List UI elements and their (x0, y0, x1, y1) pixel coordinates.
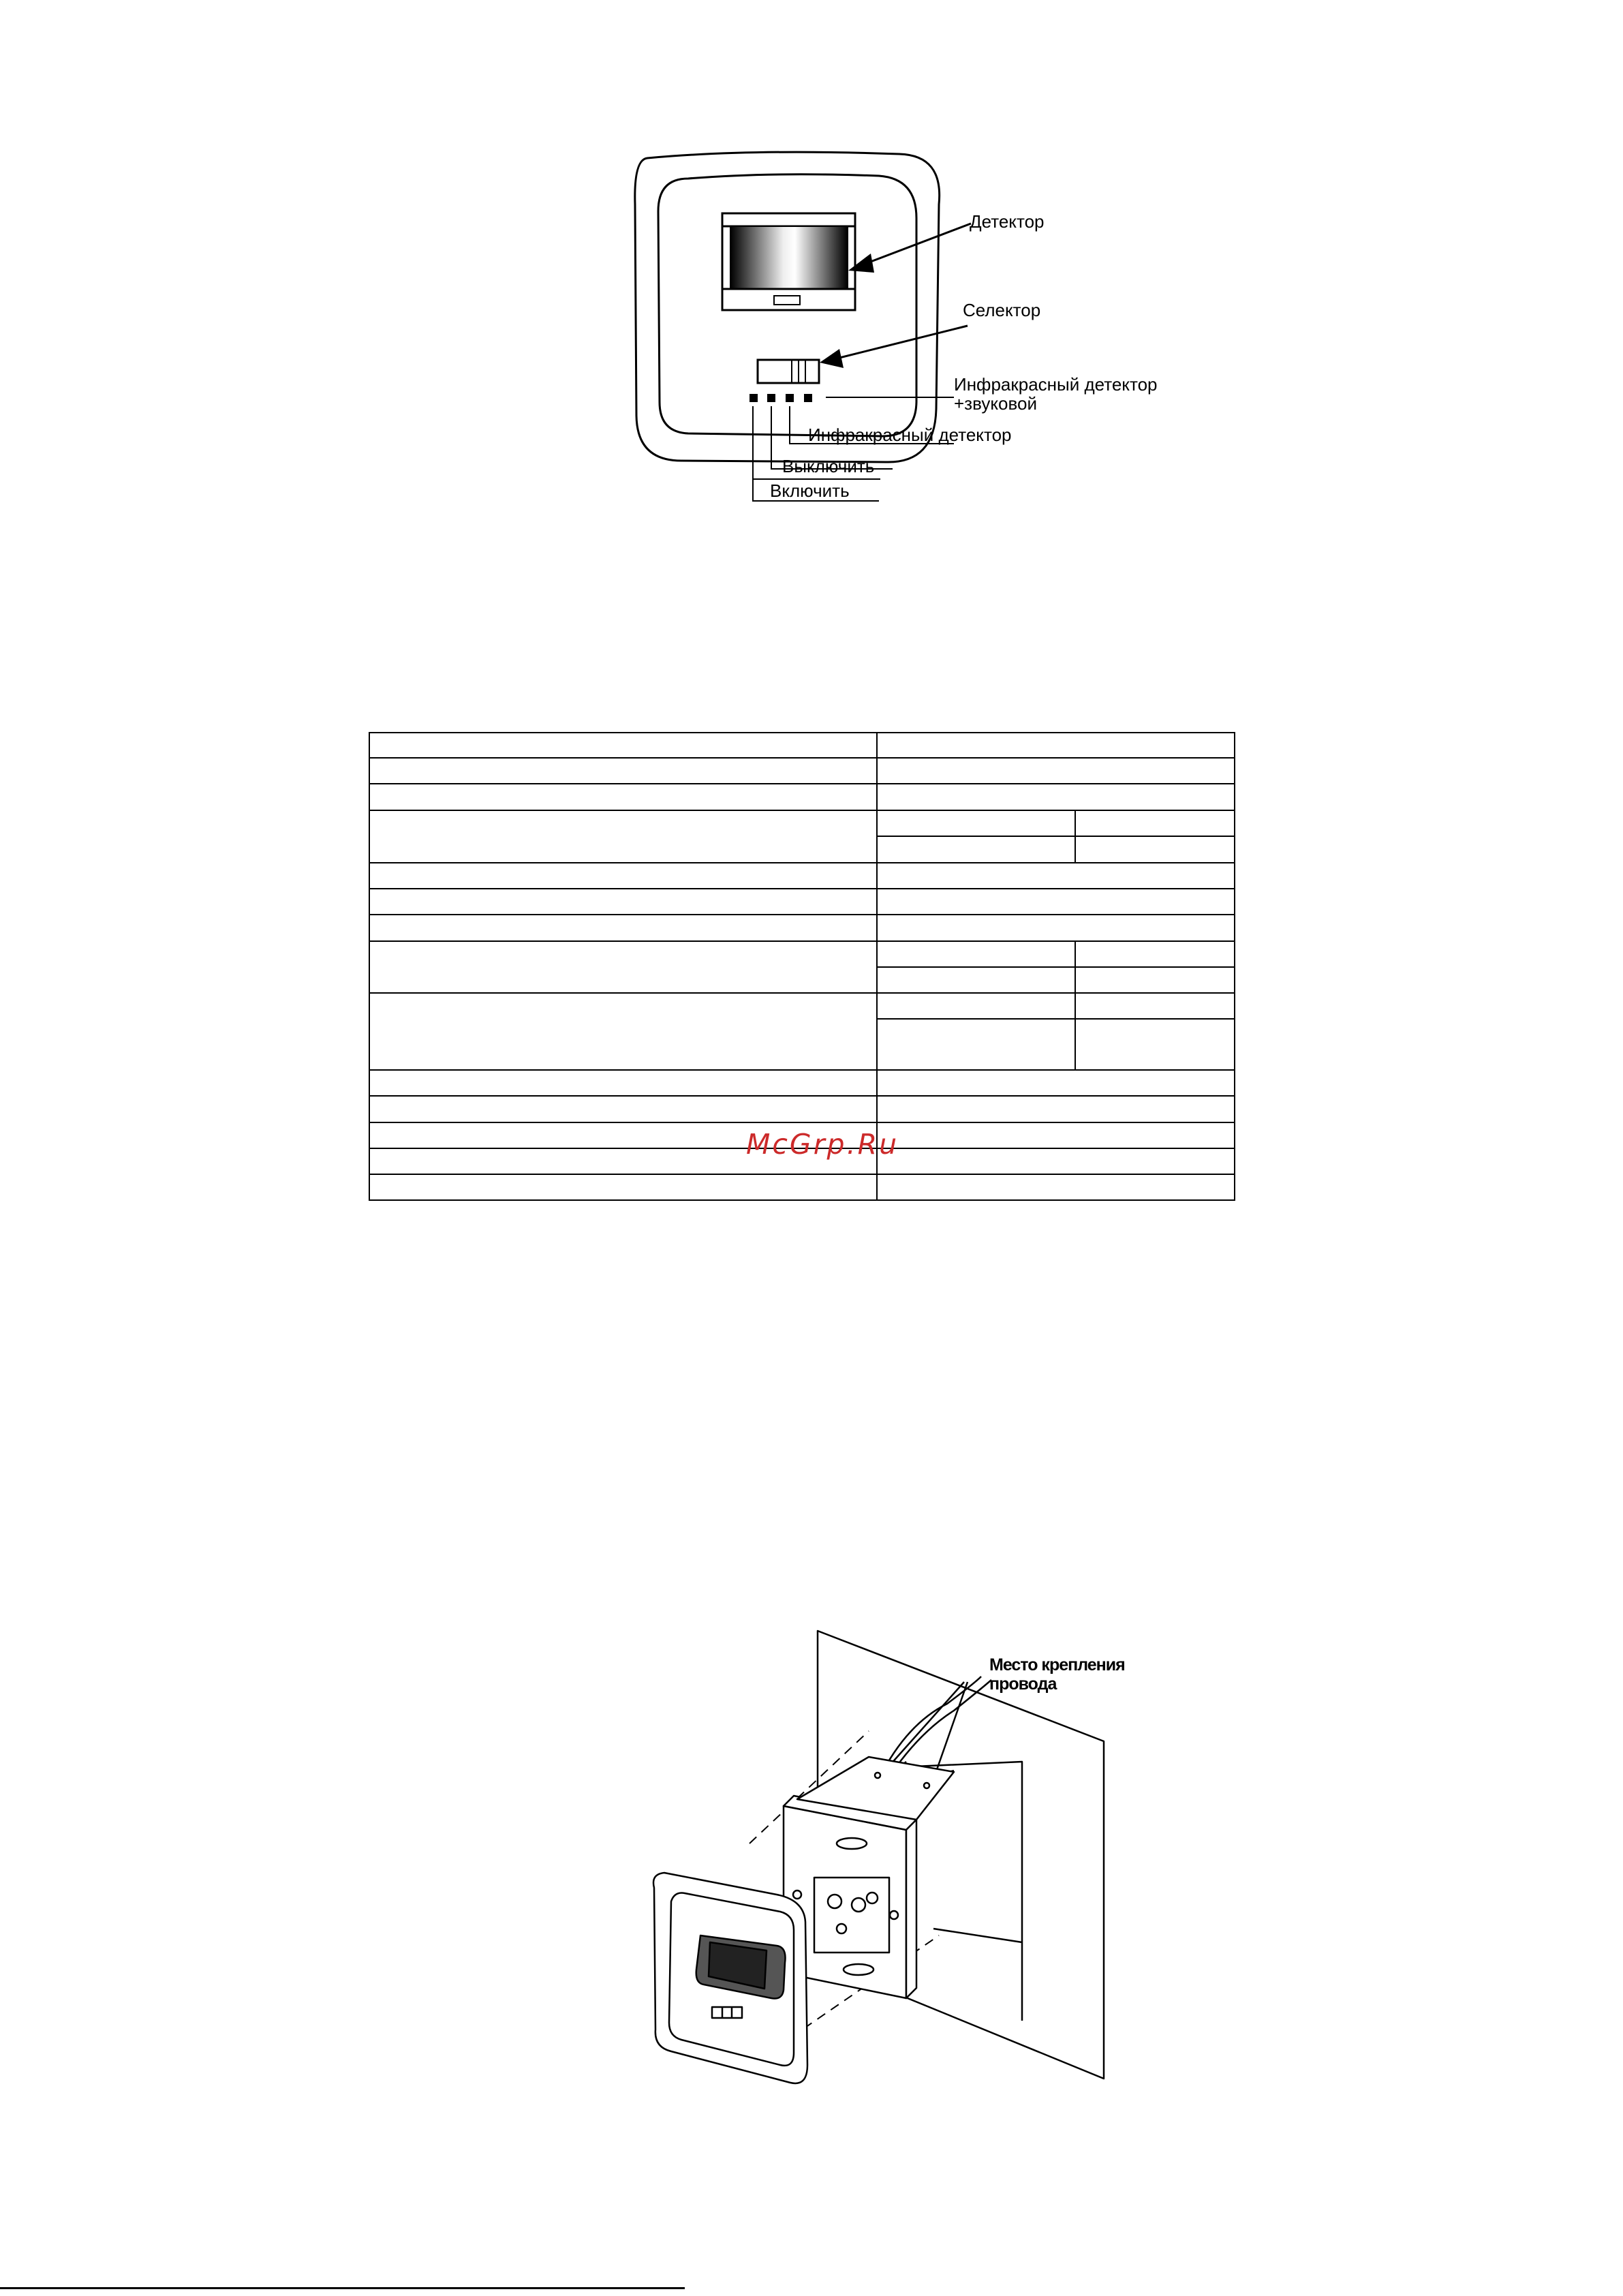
label-detector: Детектор (970, 211, 1045, 232)
label-off: Выключить (782, 456, 875, 476)
label-ir-only: Инфракрасный детектор (808, 425, 1012, 445)
label-ir-sound-2: +звуковой (954, 393, 1037, 414)
footnote-rule (0, 2287, 685, 2289)
label-selector: Селектор (963, 300, 1041, 320)
label-on: Включить (770, 480, 850, 501)
callout-wire-attachment-1: Место крепления (989, 1655, 1125, 1674)
callout-wire-attachment-2: провода (989, 1674, 1057, 1694)
watermark: McGrp.Ru (746, 1128, 899, 1161)
label-ir-sound-1: Инфракрасный детектор (954, 374, 1158, 395)
